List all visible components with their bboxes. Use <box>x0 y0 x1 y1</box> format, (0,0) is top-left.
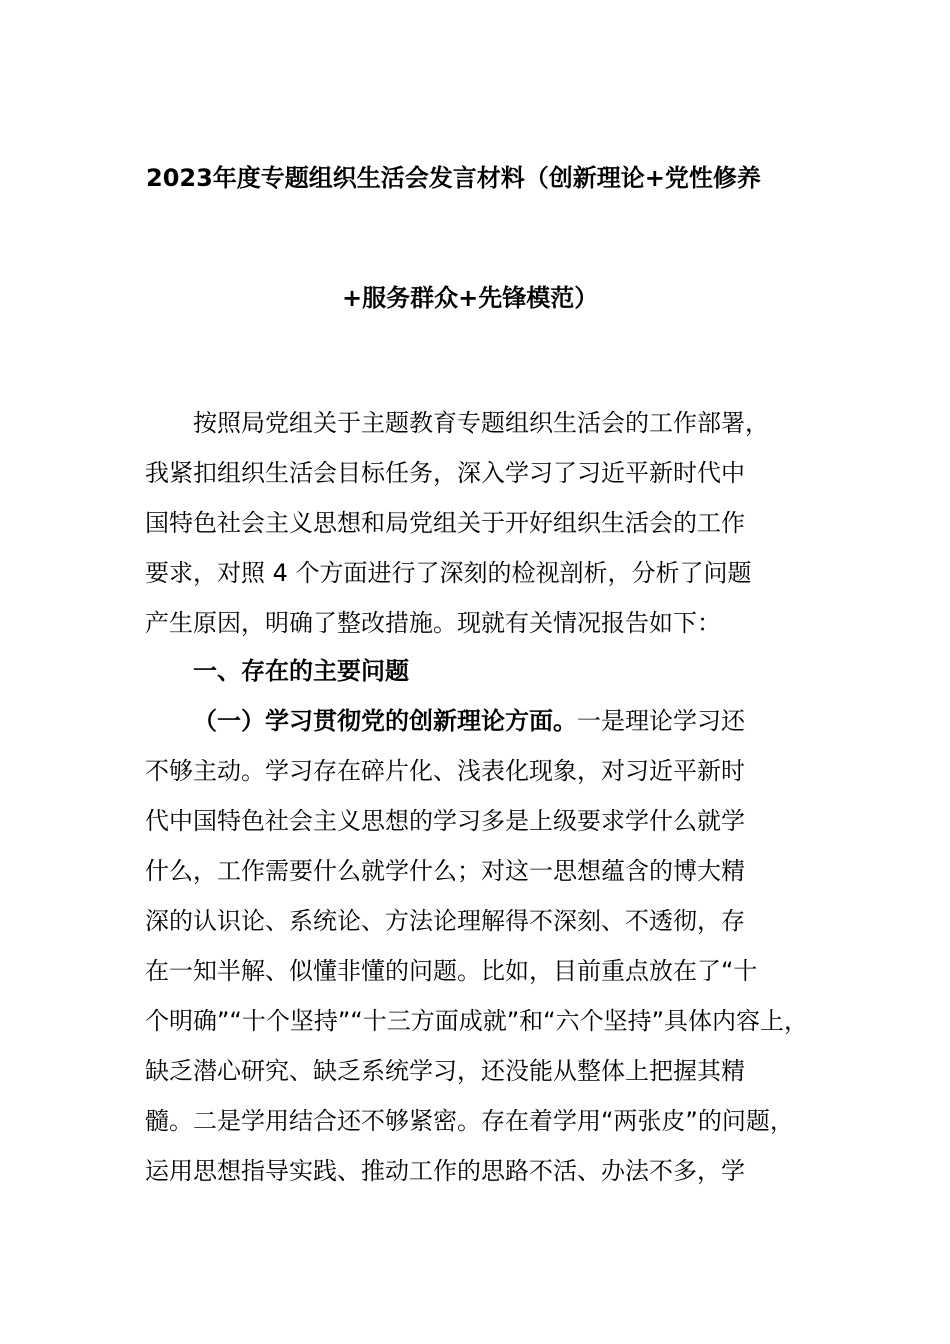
body-line: 髓。二是学用结合还不够紧密。存在着学用“两张皮”的问题， <box>145 1107 794 1135</box>
intro-line: 我紧扣组织生活会目标任务，深入学习了习近平新时代中 <box>145 459 745 487</box>
intro-line: 产生原因，明确了整改措施。现就有关情况报告如下： <box>145 609 721 637</box>
body-line: 深的认识论、系统论、方法论理解得不深刻、不透彻，存 <box>145 907 745 935</box>
subsection-line <box>193 706 745 736</box>
body-line: 不够主动。学习存在碎片化、浅表化现象，对习近平新时 <box>145 757 745 785</box>
intro-line: 国特色社会主义思想和局党组关于开好组织生活会的工作 <box>145 509 745 537</box>
body-line: 在一知半解、似懂非懂的问题。比如，目前重点放在了“十 <box>145 957 758 985</box>
body-line: 缺乏潜心研究、缺乏系统学习，还没能从整体上把握其精 <box>145 1057 745 1085</box>
subsection-heading: （一）学习贯彻党的创新理论方面。 <box>193 707 577 735</box>
section-heading: 一、存在的主要问题 <box>193 657 409 685</box>
intro-line: 按照局党组关于主题教育专题组织生活会的工作部署， <box>193 409 769 437</box>
document-title-line-2: +服务群众+先锋模范） <box>342 284 599 312</box>
intro-line: 要求，对照 4 个方面进行了深刻的检视剖析，分析了问题 <box>145 559 752 587</box>
body-line: 运用思想指导实践、推动工作的思路不活、办法不多，学 <box>145 1157 745 1185</box>
body-line: 代中国特色社会主义思想的学习多是上级要求学什么就学 <box>145 807 745 835</box>
document-title-line-1: 2023年度专题组织生活会发言材料（创新理论+党性修养 <box>146 164 761 192</box>
body-line: 什么，工作需要什么就学什么；对这一思想蕴含的博大精 <box>145 857 745 885</box>
body-line: 个明确”“十个坚持”“十三方面成就”和“六个坚持”具体内容上， <box>145 1007 809 1035</box>
subsection-text: 一是理论学习还 <box>577 707 745 735</box>
